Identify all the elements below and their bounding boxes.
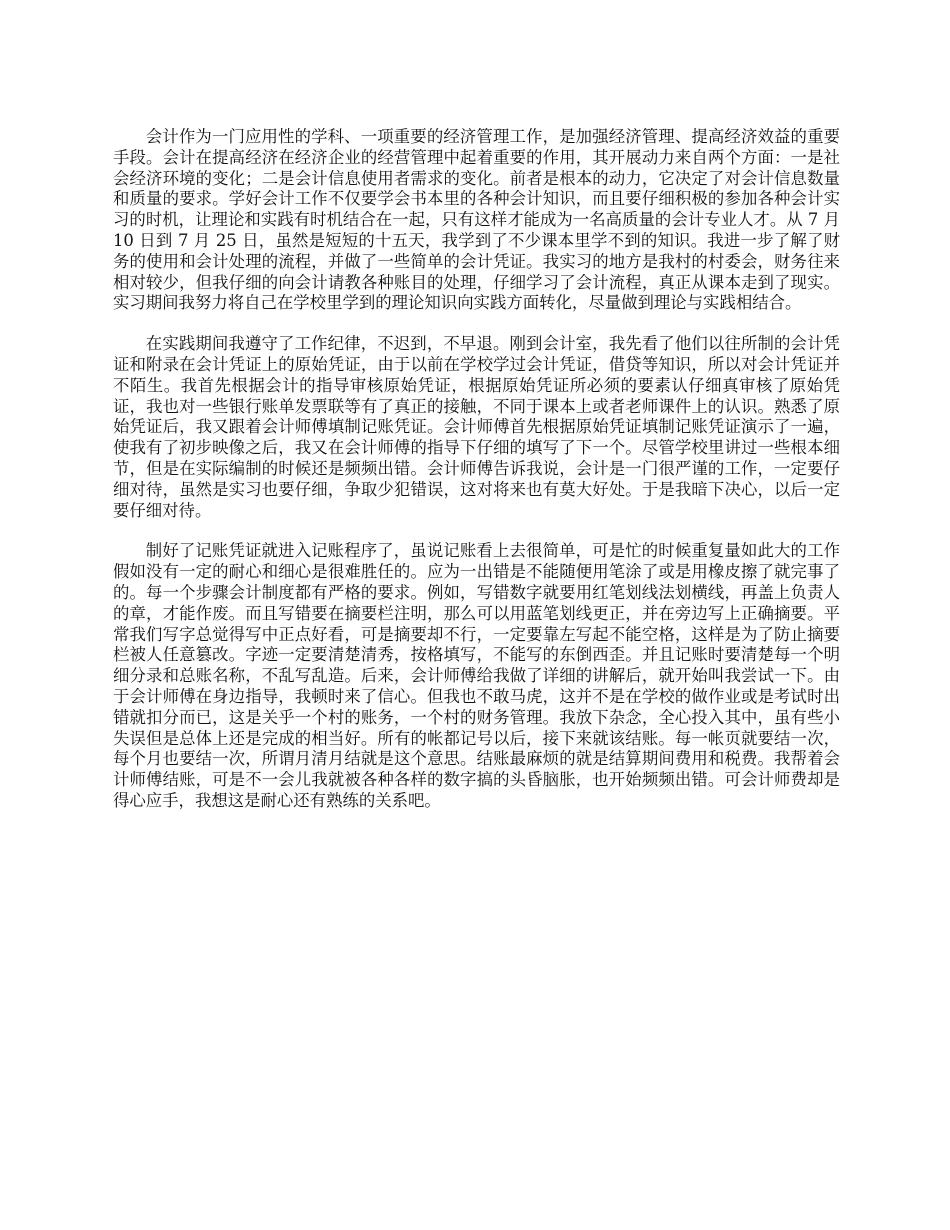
paragraph-3: 制好了记账凭证就进入记账程序了，虽说记账看上去很简单，可是忙的时候重复量如此大的工作假如没有一定的耐心和细心是很难胜任的。应为一出错是不能随便用笔涂了或是用橡皮擦了就完事了的。每一个步骤会计制度都有严格的要求。例如，写错数字就要用红笔划线法划横线，再盖上负责人的章，才能作废。而且写错要在摘要栏注明，那么可以用蓝笔划线更正，并在旁边写上正确摘要。平常我们写字总觉得写中正点好看，可是摘要却不行，一定要靠左写起不能空格，这样是为了防止摘要栏被人任意篡改。字迹一定要清楚清秀，按格填写，不能写的东倒西歪。并且记账时要清楚每一个明细分录和总账名称，不乱写乱造。后来，会计师傅给我做了详细的讲解后，就开始叫我尝试一下。由于会计师傅在身边指导，我顿时来了信心。但我也不敢马虎，这并不是在学校的做作业或是考试时出错就扣分而已，这是关乎一个村的账务，一个村的财务管理。我放下杂念，全心投入其中，虽有些小失误但是总体上还是完成的相当好。所有的帐都记号以后，接下来就该结账。每一帐页就要结一次，每个月也要结一次，所谓月清月结就是这个意思。结账最麻烦的就是结算期间费用和税费。我帮着会计师傅结账，可是不一会儿我就被各种各样的数字搞的头昏脑胀，也开始频频出错。可会计师费却是得心应手，我想这是耐心还有熟练的关系吧。 xyxy=(113,541,840,810)
document-body xyxy=(113,127,840,832)
paragraph-1: 会计作为一门应用性的学科、一项重要的经济管理工作，是加强经济管理、提高经济效益的重要手段。会计在提高经济在经济企业的经营管理中起着重要的作用，其开展动力来自两个方面：一是社会经济环境的变化；二是会计信息使用者需求的变化。前者是根本的动力，它决定了对会计信息数量和质量的要求。学好会计工作不仅要学会书本里的各种会计知识，而且要仔细积极的参加各种会计实习的时机，让理论和实践有时机结合在一起，只有这样才能成为一名高质量的会计专业人才。从 7 月 10 日到 7 月 25 日，虽然是短短的十五天，我学到了不少课本里学不到的知识。我进一步了解了财务的使用和会计处理的流程，并做了一些简单的会计凭证。我实习的地方是我村的村委会，财务往来相对较少，但我仔细的向会计请教各种账目的处理，仔细学习了会计流程，真正从课本走到了现实。实习期间我努力将自己在学校里学到的理论知识向实践方面转化，尽量做到理论与实践相结合。 xyxy=(113,127,840,313)
paragraph-2: 在实践期间我遵守了工作纪律，不迟到，不早退。刚到会计室，我先看了他们以往所制的会计凭证和附录在会计凭证上的原始凭证，由于以前在学校学过会计凭证，借贷等知识，所以对会计凭证并不陌生。我首先根据会计的指导审核原始凭证，根据原始凭证所必须的要素认仔细真审核了原始凭证，我也对一些银行账单发票联等有了真正的接触，不同于课本上或者老师课件上的认识。熟悉了原始凭证后，我又跟着会计师傅填制记账凭证。会计师傅首先根据原始凭证填制记账凭证演示了一遍，使我有了初步映像之后，我又在会计师傅的指导下仔细的填写了下一个。尽管学校里讲过一些根本细节，但是在实际编制的时候还是频频出错。会计师傅告诉我说，会计是一门很严谨的工作，一定要仔细对待，虽然是实习也要仔细，争取少犯错误，这对将来也有莫大好处。于是我暗下决心，以后一定要仔细对待。 xyxy=(113,334,840,520)
